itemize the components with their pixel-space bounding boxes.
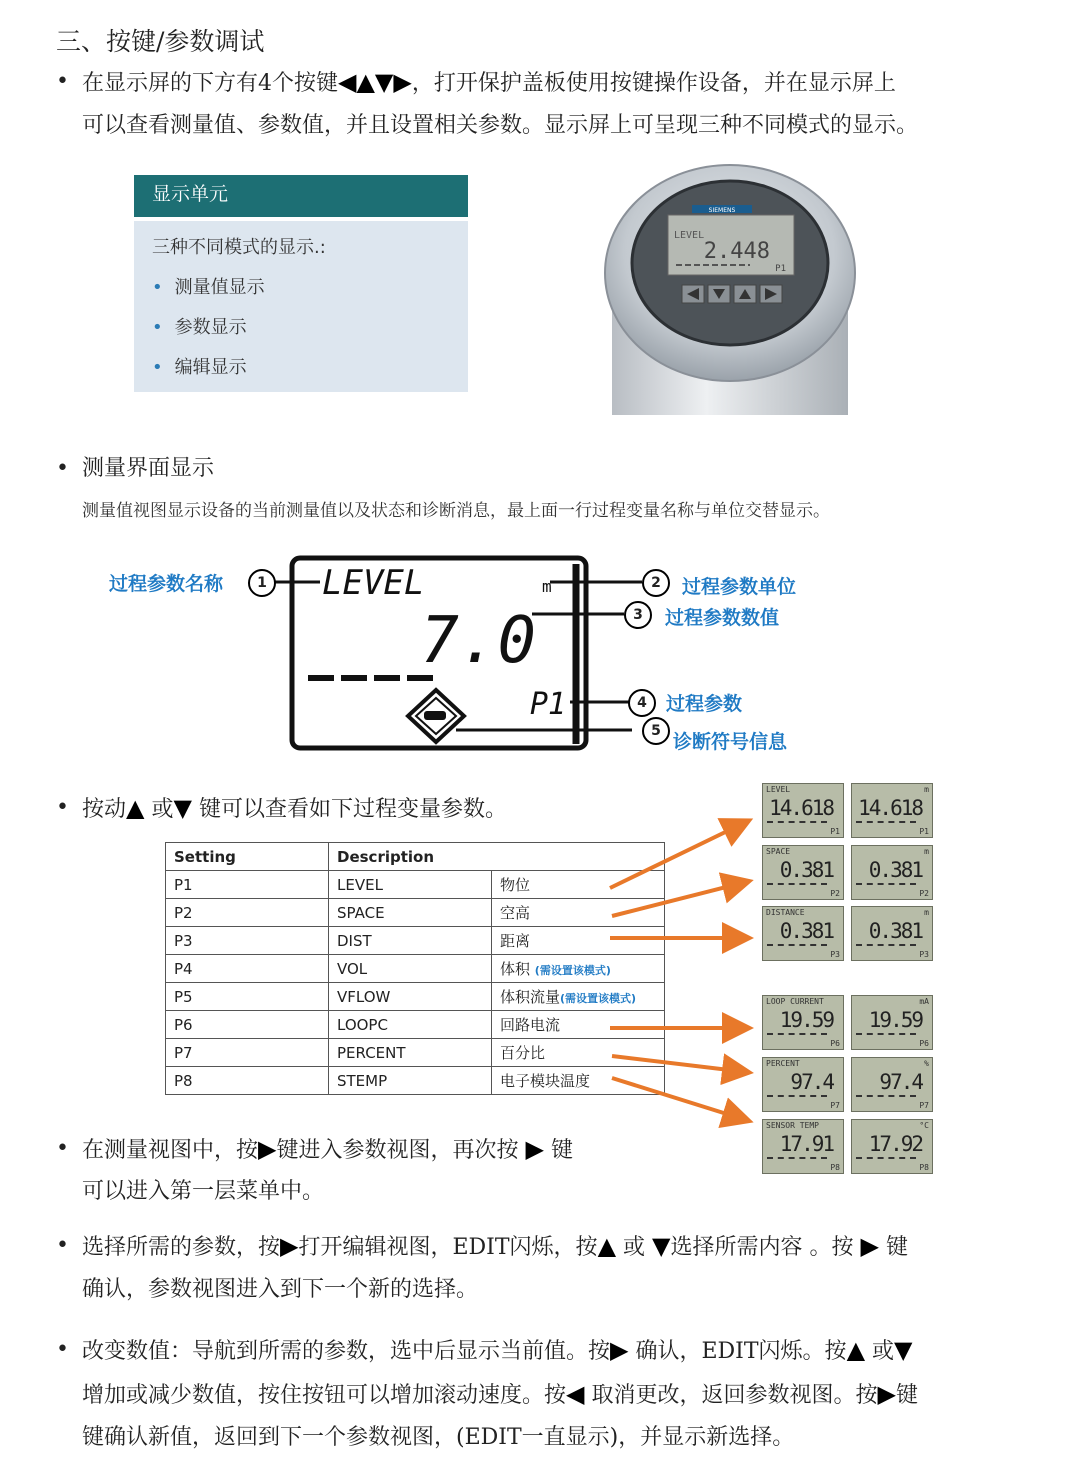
press-text-a: 按动 [82, 797, 127, 822]
table-row: P5 VFLOW 体积流量(需设置该模式) [166, 983, 665, 1011]
table-row: P7 PERCENT 百分比 [166, 1039, 665, 1067]
display-unit-box [134, 175, 468, 392]
intro-line1-a: 在显示屏的下方有4个按键 [82, 71, 338, 96]
bullet-change-value-line2: 增加或减少数值，按住按钮可以增加滚动速度。按◀ 取消更改，返回参数视图。按▶键 [82, 1380, 918, 1408]
callout-1-badge: 1 [248, 569, 276, 597]
lcd-thumbnail: % 97.4 P7 [851, 1057, 933, 1112]
device-lcd-value: 2.448 [703, 239, 770, 264]
callout-2-badge: 2 [642, 569, 670, 597]
measure-desc: 测量值视图显示设备的当前测量值以及状态和诊断消息，最上面一行过程变量名称与单位交替显示。 [82, 501, 830, 521]
lcd-name: LEVEL [322, 563, 425, 603]
down-arrow-icon: ▼ [173, 794, 192, 822]
right-arrow-icon: ▶ [877, 1380, 896, 1408]
device-photo [600, 163, 860, 415]
lcd-param: P1 [529, 687, 566, 722]
up-arrow-icon: ▲ [126, 794, 145, 822]
table-row: P2 SPACE 空高 [166, 899, 665, 927]
bullet-enter-param: • 在测量视图中，按▶键进入参数视图，再次按 ▶ 键 [56, 1135, 573, 1163]
display-mode-item: • 编辑显示 [152, 357, 247, 378]
table-row: P4 VOL 体积 (需设置该模式) [166, 955, 665, 983]
up-arrow-icon: ▲ [597, 1232, 617, 1260]
intro-line2: 可以查看测量值、参数值，并且设置相关参数。显示屏上可呈现三种不同模式的显示。 [82, 113, 919, 138]
lcd-diagram [260, 554, 660, 754]
label-param-value: 过程参数数值 [665, 607, 780, 629]
press-bullet: • 按动▲ 或▼ 键可以查看如下过程变量参数。 [56, 794, 507, 822]
press-or: 或 [151, 797, 174, 822]
callout-3-badge: 3 [624, 601, 652, 629]
lcd-thumbnail: mA 19.59 P6 [851, 995, 933, 1050]
mode-note: (需设置该模式) [560, 992, 637, 1005]
lcd-thumbnail: DISTANCE 0.381 P3 [762, 906, 844, 961]
callout-4-badge: 4 [628, 689, 656, 717]
right-arrow-icon: ▶ [610, 1336, 629, 1364]
mode-note: (需设置该模式) [534, 964, 611, 977]
bullet-enter-param-line2: 可以进入第一层菜单中。 [82, 1179, 325, 1204]
table-row: P3 DIST 距离 [166, 927, 665, 955]
right-arrow-icon: ▶ [280, 1232, 299, 1260]
lcd-thumbnail: m 0.381 P3 [851, 906, 933, 961]
parameter-table [165, 842, 665, 1095]
label-param: 过程参数 [666, 693, 743, 715]
down-arrow-icon: ▼ [652, 1232, 671, 1260]
right-arrow-icon: ▶ [860, 1232, 879, 1260]
table-row: P6 LOOPC 回路电流 [166, 1011, 665, 1039]
up-arrow-icon: ▲ [846, 1336, 866, 1364]
lcd-thumbnail: SENSOR TEMP 17.91 P8 [762, 1119, 844, 1174]
label-param-name: 过程参数名称 [109, 573, 224, 595]
table-row: P8 STEMP 电子模块温度 [166, 1067, 665, 1095]
label-diag-symbol: 诊断符号信息 [673, 731, 788, 753]
intro-bullet: • 在显示屏的下方有4个按键◀▲▼▶，打开保护盖板使用按键操作设备，并在显示屏上 [56, 68, 896, 96]
label-param-unit: 过程参数单位 [682, 576, 797, 598]
lcd-value: 7.0 [420, 604, 536, 678]
arrow-keys-icon: ◀▲▼▶ [338, 68, 412, 96]
section-heading: 三、按键/参数调试 [56, 27, 265, 56]
lcd-thumbnail: LEVEL 14.618 P1 [762, 783, 844, 838]
lcd-thumbnail: LOOP CURRENT 19.59 P6 [762, 995, 844, 1050]
right-arrow-icon: ▶ [525, 1135, 544, 1163]
bullet-change-value-line3: 键确认新值，返回到下一个参数视图，(EDIT一直显示)，并显示新选择。 [82, 1425, 795, 1450]
right-arrow-icon: ▶ [258, 1135, 277, 1163]
display-unit-title: 显示单元 [134, 175, 468, 221]
lcd-thumbnail: PERCENT 97.4 P7 [762, 1057, 844, 1112]
lcd-thumbnail: SPACE 0.381 P2 [762, 845, 844, 900]
orange-arrows [600, 810, 760, 1130]
bullet-change-value: • 改变数值：导航到所需的参数，选中后显示当前值。按▶ 确认，EDIT闪烁。按▲ 或▼ [56, 1336, 913, 1364]
lcd-thumbnail: m 0.381 P2 [851, 845, 933, 900]
device-lcd-label: LEVEL [674, 230, 705, 241]
device-lcd-param: P1 [775, 264, 786, 274]
down-arrow-icon: ▼ [894, 1336, 913, 1364]
display-mode-item: • 测量值显示 [152, 277, 265, 298]
device-brand: SIEMENS [708, 207, 736, 214]
header-setting: Setting [166, 843, 329, 871]
bullet-select-param: • 选择所需的参数，按▶打开编辑视图，EDIT闪烁，按▲ 或 ▼选择所需内容 。按 ▶ 键 [56, 1232, 908, 1260]
press-text-b: 键可以查看如下过程变量参数。 [198, 797, 507, 822]
lcd-thumbnail: m 14.618 P1 [851, 783, 933, 838]
lcd-thumbnail: °C 17.92 P8 [851, 1119, 933, 1174]
bullet-select-param-line2: 确认，参数视图进入到下一个新的选择。 [82, 1277, 479, 1302]
callout-5-badge: 5 [642, 717, 670, 745]
intro-line1-b: ，打开保护盖板使用按键操作设备，并在显示屏上 [411, 71, 896, 96]
measure-title: 测量界面显示 [82, 456, 215, 481]
table-header-row [166, 843, 665, 871]
measure-bullet: • 测量界面显示 [56, 456, 215, 481]
header-description: Description [329, 843, 665, 871]
left-arrow-icon: ◀ [566, 1380, 585, 1408]
table-row: P1 LEVEL 物位 [166, 871, 665, 899]
display-unit-subtitle: 三种不同模式的显示.: [152, 237, 326, 258]
lcd-unit: m [542, 577, 552, 596]
display-mode-item: • 参数显示 [152, 317, 247, 338]
